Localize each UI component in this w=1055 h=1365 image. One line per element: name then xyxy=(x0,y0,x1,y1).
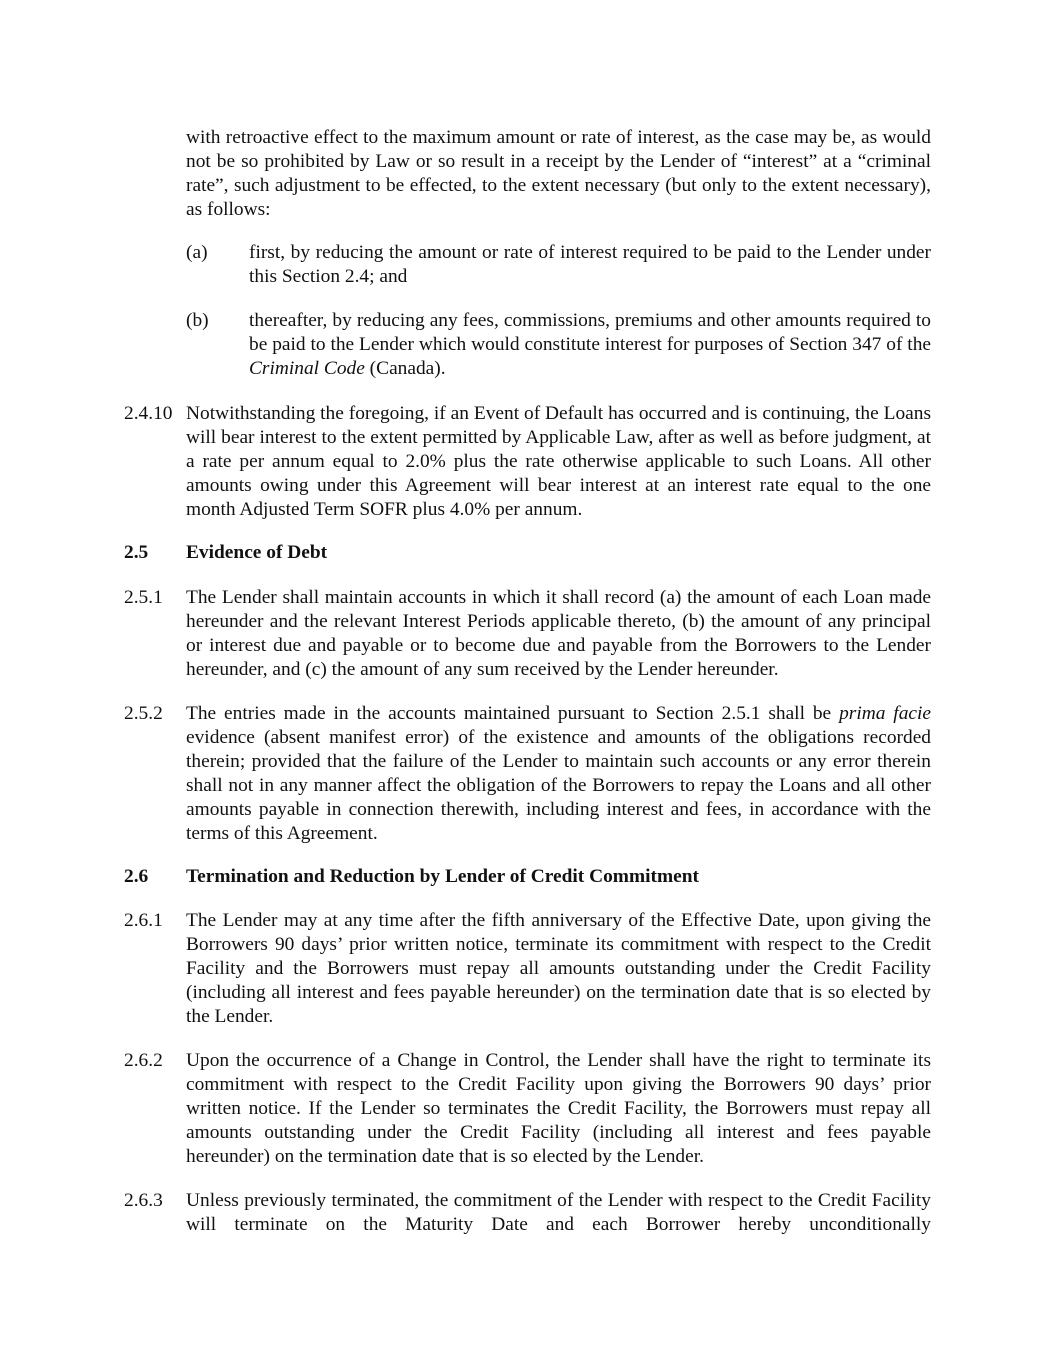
item-b-text-before: thereafter, by reducing any fees, commissions, premiums and other amounts required to be paid to the Lender which would constitute interest for purposes of Section 347 of the xyxy=(249,310,931,355)
intro-paragraph: with retroactive effect to the maximum amount or rate of interest, as the case may be, as would not be so prohibited by Law or so result in a receipt by the Lender of “interest” at a “criminal rate”, such adjustment to be effected, to the extent necessary (but only to the extent necessary), as follows: xyxy=(186,127,931,220)
section-2-6-3-text: Unless previously terminated, the commitment of the Lender with respect to the Credit Facility will terminate on the Maturity Date and each Borrower hereby unconditionally xyxy=(186,1190,931,1235)
section-2-6-1-number: 2.6.1 xyxy=(124,910,163,931)
section-2-5-2-text xyxy=(186,702,931,846)
item-a-text: first, by reducing the amount or rate of interest required to be paid to the Lender under this Section 2.4; and xyxy=(249,242,931,287)
section-2-5-2-number: 2.5.2 xyxy=(124,703,163,724)
item-b-text-italic: Criminal Code xyxy=(249,358,365,379)
section-2-6-number: 2.6 xyxy=(124,866,149,887)
item-b-label: (b) xyxy=(186,310,209,331)
section-2-6-2-number: 2.6.2 xyxy=(124,1050,163,1071)
section-2-5-number: 2.5 xyxy=(124,542,149,563)
item-a-label: (a) xyxy=(186,242,208,263)
section-2-4-10-number: 2.4.10 xyxy=(124,403,173,424)
section-2-6-3-number: 2.6.3 xyxy=(124,1190,163,1211)
section-2-5-2-text-after: evidence (absent manifest error) of the existence and amounts of the obligations recorded therein; provided that the failure of the Lender to maintain such accounts or any error therein shall not in any manner affect the obligation of the Borrowers to repay the Loans and all other amounts payable in connection therewith, including interest and fees, in accordance with the terms of this Agreement. xyxy=(186,727,931,844)
section-2-6-1-text: The Lender may at any time after the fifth anniversary of the Effective Date, upon giving the Borrowers 90 days’ prior written notice, terminate its commitment with respect to the Credit Facility and the Borrowers must repay all amounts outstanding under the Credit Facility (including all interest and fees payable hereunder) on the termination date that is so elected by the Lender. xyxy=(186,910,931,1027)
section-2-5-1-text: The Lender shall maintain accounts in which it shall record (a) the amount of each Loan made hereunder and the relevant Interest Periods applicable thereto, (b) the amount of any principal or interest due and payable or to become due and payable from the Borrowers to the Lender hereunder, and (c) the amount of any sum received by the Lender hereunder. xyxy=(186,587,931,680)
section-2-5-1-number: 2.5.1 xyxy=(124,587,163,608)
section-2-6-2-text: Upon the occurrence of a Change in Control, the Lender shall have the right to terminate its commitment with respect to the Credit Facility upon giving the Borrowers 90 days’ prior written notice. If the Lender so terminates the Credit Facility, the Borrowers must repay all amounts outstanding under the Credit Facility (including all interest and fees payable hereunder) on the termination date that is so elected by the Lender. xyxy=(186,1050,931,1167)
section-2-5-2-text-before: The entries made in the accounts maintained pursuant to Section 2.5.1 shall be xyxy=(186,703,840,724)
item-b-text-after: (Canada). xyxy=(364,358,446,379)
section-2-5-title: Evidence of Debt xyxy=(186,542,328,563)
section-2-5-2-text-italic: prima facie xyxy=(839,703,931,724)
item-b-text xyxy=(249,309,931,381)
section-2-6-title: Termination and Reduction by Lender of Credit Commitment xyxy=(186,866,699,887)
section-2-4-10-text: Notwithstanding the foregoing, if an Event of Default has occurred and is continuing, the Loans will bear interest to the extent permitted by Applicable Law, after as well as before judgment, at a rate per annum equal to 2.0% plus the rate otherwise applicable to such Loans. All other amounts owing under this Agreement will bear interest at an interest rate equal to the one month Adjusted Term SOFR plus 4.0% per annum. xyxy=(186,403,931,520)
